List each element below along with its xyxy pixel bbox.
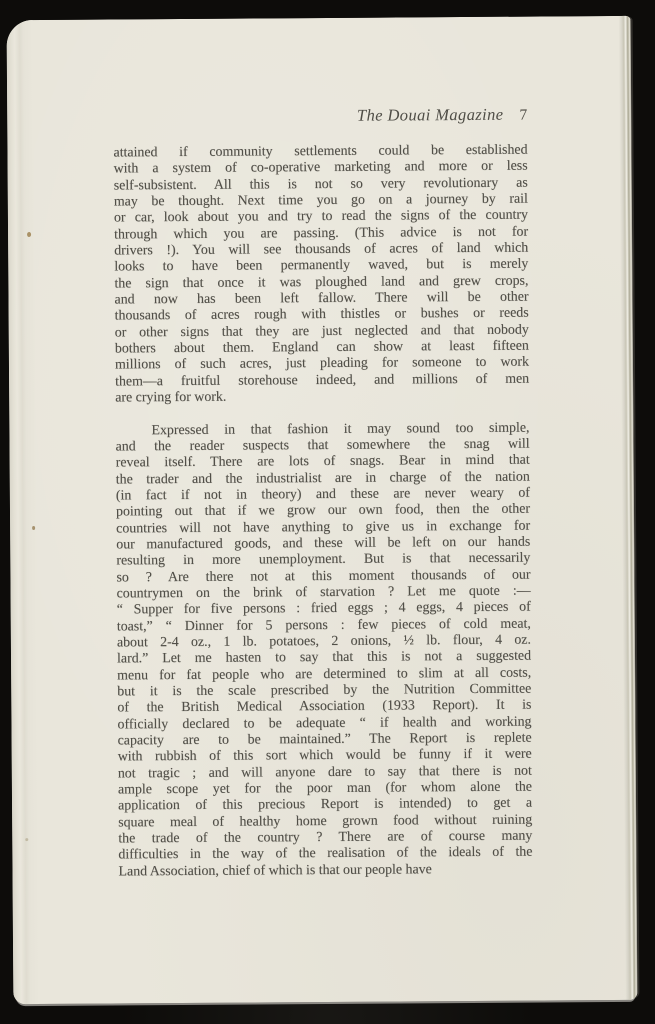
text-line: application of this precious Report is intended) to get a <box>118 795 533 814</box>
text-line: thousands of acres rough with thistles or bushes or reeds <box>114 305 529 324</box>
text-line: Expressed in that fashion it may sound too simple, <box>151 420 530 438</box>
text-line: our manufactured goods, and these will be left on our hands <box>116 534 531 553</box>
magazine-page <box>7 16 638 1004</box>
text-line: or other signs that they are just neglected and that nobody <box>114 322 529 341</box>
text-line: looks to have been permanently waved, but is merely <box>114 256 529 275</box>
paper-speck <box>25 838 28 841</box>
text-line: Land Association, chief of which is that our people have <box>118 862 432 880</box>
text-line: toast,” “ Dinner for 5 persons : few pieces of cold meat, <box>116 616 531 635</box>
text-line: pointing out that if we grow our own food, then the other <box>115 501 531 520</box>
text-line: are crying for work. <box>115 389 227 406</box>
text-line: about 2-4 oz., 1 lb. potatoes, 2 onions, ½ lb. flour, 4 oz. <box>116 632 531 651</box>
paragraph <box>115 420 532 881</box>
text-line: (in fact if not in theory) and these are never weary of <box>115 485 530 504</box>
text-line: the sign that once it was ploughed land and grew crops, <box>114 273 529 292</box>
text-line: with a system of co-operative marketing and more or less <box>113 158 528 177</box>
text-line: the trade of the country ? There are of course many <box>118 828 533 847</box>
text-line: reveal itself. There are lots of snags. Bear in mind that <box>115 452 530 471</box>
magazine-title: The Douai Magazine <box>356 104 504 125</box>
text-line: through which you are passing. (This advice is not for <box>114 224 529 243</box>
text-line: resulting in more unemployment. But is that necessarily <box>116 550 531 569</box>
text-line: countries will not have anything to give us in exchange for <box>116 518 531 537</box>
text-line: them—a fruitful storehouse indeed, and millions of men <box>115 371 530 390</box>
text-line: attained if community settlements could be established <box>113 142 528 161</box>
text-line: the trader and the industrialist are in charge of the nation <box>115 469 530 487</box>
page-number: 7 <box>519 106 528 124</box>
text-line: of the British Medical Association (1933 Report). It is <box>117 697 532 716</box>
text-line: capacity are to be maintained.” The Report is replete <box>117 730 532 749</box>
text-line: lard.” Let me hasten to say that this is not a suggested <box>116 648 532 667</box>
text-line: or car, look about you and try to read the signs of the country <box>113 207 529 226</box>
paper-speck <box>32 526 35 530</box>
text-line: may be thought. Next time you go on a journey by rail <box>113 191 528 210</box>
page-gutter-shadow <box>7 20 40 1004</box>
paper-speck <box>27 232 31 237</box>
paragraph <box>113 143 529 407</box>
text-line: with rubbish of this sort which would be funny if it were <box>117 746 532 765</box>
text-line: bothers about them. England can show at least fifteen <box>114 338 529 357</box>
text-line: millions of such acres, just pleading for someone to work <box>114 355 530 373</box>
text-line: square meal of healthy home grown food without ruining <box>118 812 533 831</box>
text-line: drivers !). You will see thousands of acres of land which <box>114 240 529 259</box>
text-line: ample scope yet for the poor man (for whom alone the <box>117 779 532 798</box>
text-line: and the reader suspects that somewhere the snag will <box>115 436 530 455</box>
text-line: countrymen on the brink of starvation ? Let me quote :— <box>116 583 531 602</box>
text-line: and now has been left fallow. There will be other <box>114 289 529 308</box>
text-line: difficulties in the way of the realisation of the ideals of the <box>118 844 533 863</box>
text-line: menu for fat people who are determined to slim at all costs, <box>117 665 532 684</box>
text-line: “ Supper for five persons : fried eggs ; 4 eggs, 4 pieces of <box>116 599 531 618</box>
text-line: so ? Are there not at this moment thousands of our <box>116 567 531 586</box>
text-line: but it is the scale prescribed by the Nutrition Committee <box>117 681 532 700</box>
page-stack-edges <box>619 16 638 1000</box>
text-line: not tragic ; and will anyone dare to say that there is not <box>117 763 532 782</box>
body-text <box>113 143 532 881</box>
text-line: self-subsistent. All this is not so very revolutionary as <box>113 175 528 194</box>
running-head <box>113 105 527 128</box>
text-line: officially declared to be adequate “ if health and working <box>117 714 532 733</box>
